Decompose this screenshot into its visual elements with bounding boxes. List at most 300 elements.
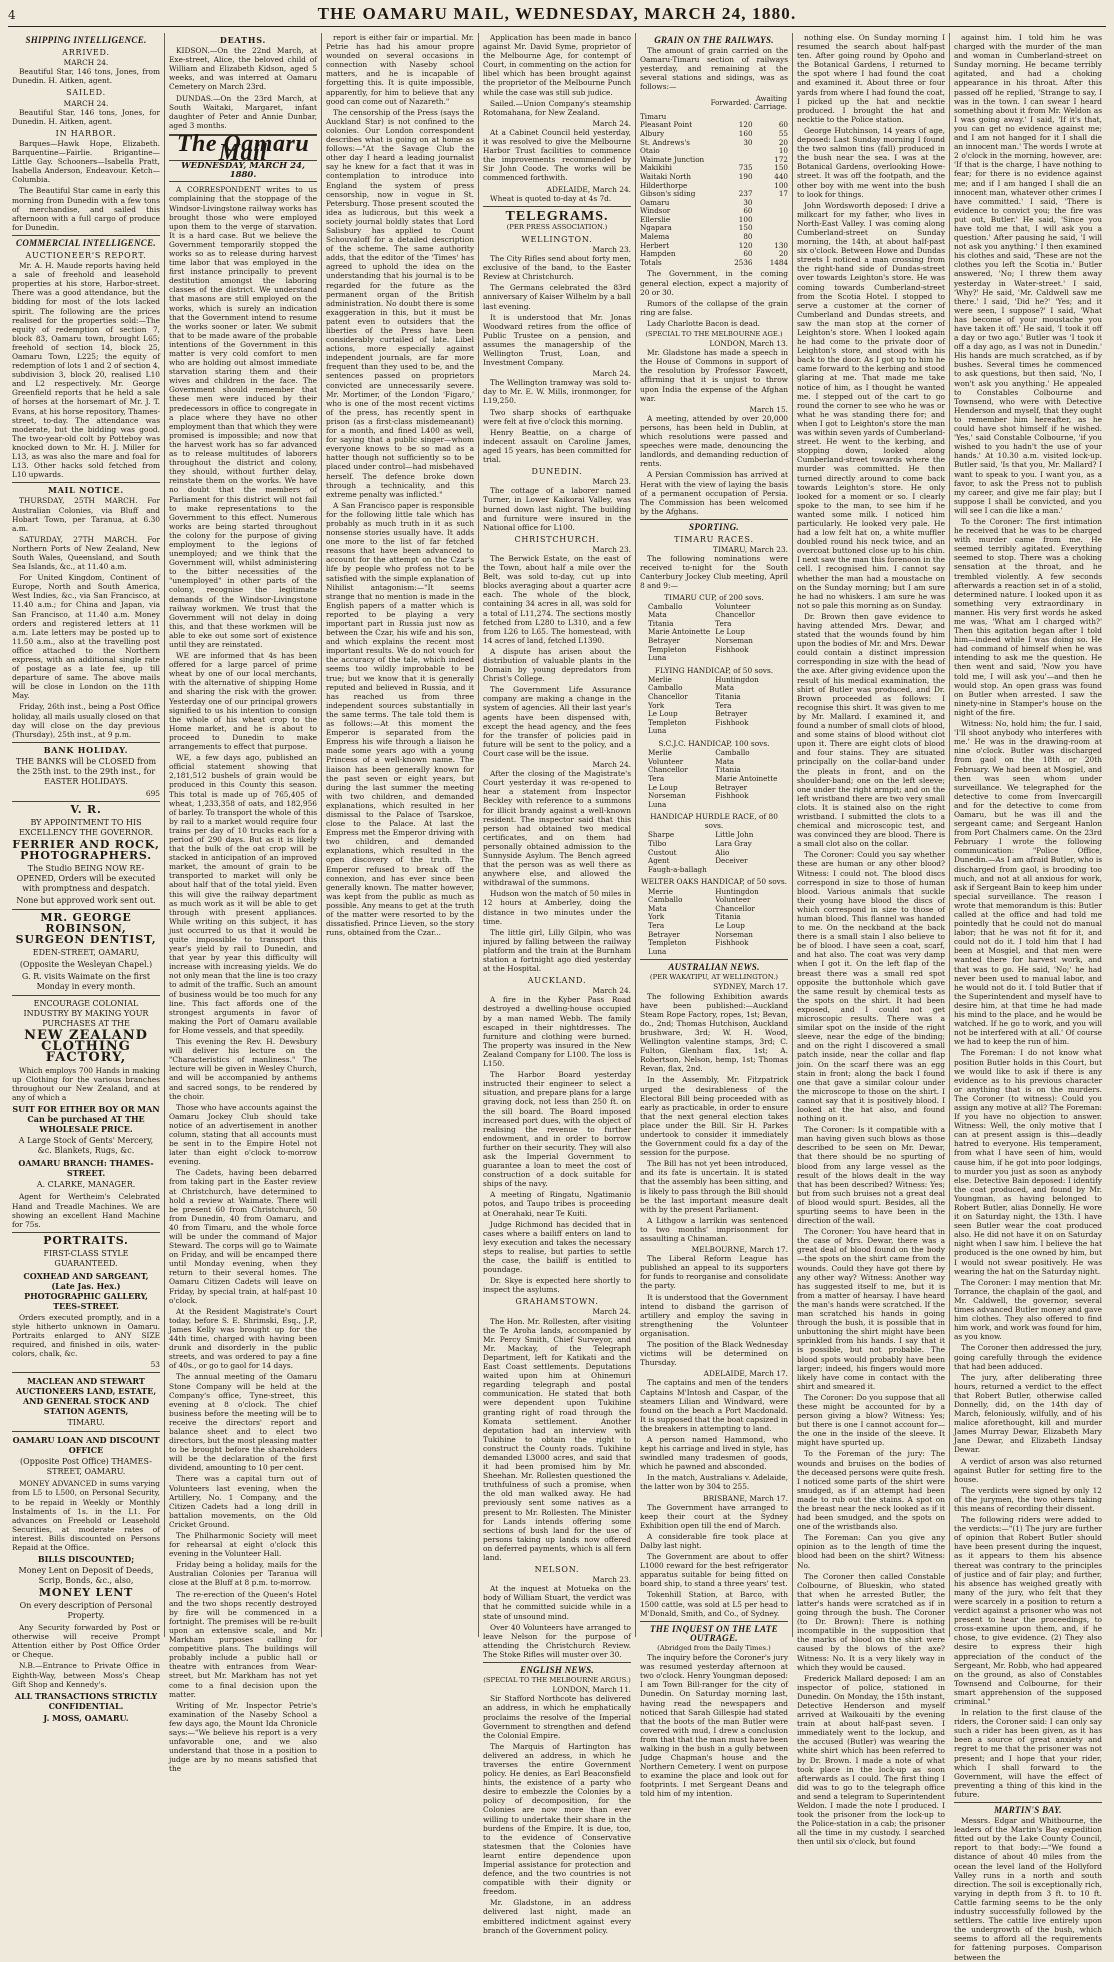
mail-text-2: SATURDAY, 27TH MARCH. For Northern Ports of New Zealand, New South Wales, Queensland, and South Sea Islands, &c., at 11.40 a.m. (12, 534, 160, 572)
horse-name: Mata (648, 903, 667, 913)
bank-heading: BANK HOLIDAY. (43, 744, 129, 755)
horse-name: Templeton (648, 644, 687, 654)
railway-station: Makikihi (640, 163, 672, 173)
arrived-date: MARCH 24. (63, 58, 109, 68)
railway-forwarded: 120 (738, 120, 753, 130)
horse-name: Mata (715, 756, 735, 766)
race-horse-list (648, 749, 788, 809)
coxhead-ad: COXHEAD AND SARGEANT, (Late Jas. Hex.) PHOTOGRAPHIC GALLERY, TEES-STREET. (23, 1270, 149, 1311)
railway-station: Otaio (640, 146, 660, 156)
horse-name: Chancellor (648, 765, 688, 775)
col7-text-1: against him. I told him he was charged with the murder of the man and woman in Cumberland-street on Sunday morning. He became terribly agitated, and had a choking appearance in his throat. After this passed off he replied, 'Strange to say, I was in the town. I can swear I heard something about it from Mr. Weldon as I was going away.' I said, 'If it's that, you can get no evidence against me; and I am not hanged for it I shall die an innocent man.' The words I wrote at 2 o'clock in the morning, however, are: 'If that is the charge, I have nothing to fear; for there is no evidence against me; and if I am hanged I shall die an innocent man, whatever other crimes I have committed.' I said, 'There is evidence to convict you; the fire was put out, Butler.' He said, 'Since you have told me that, I will ask you a question.' After pausing he said, 'I will not ask you anything.' I then examined his clothes and said, 'These are not the clothes you left the Scotia in.' Butler answered, 'No; I threw them away yesterday in Water-street.' I said, 'Why?' He said, 'Mr. Caldwell saw me there.' I said, 'Did he?' 'Yes; and it were seen, I suppose?' I said, 'What has become of your moustache you have taken it off.' He said, 'I took it off a day or two ago.' Butler was 'I took it off a day ago, as I was not in Dunedin.' His hands are much scratched, as if by bushes. Several times he commenced to ask questions, but then said, 'No, I won't ask you anything.' He appealed to Constables Colbourne and Townsend, who were with Detective Henderson and myself, that they ought to remember him hereafter, as he could have shot himself if he wished. 'Yes,' said Constable Colbourne, 'if you wished to you hadn't the use of your hands.' At 10.30 a.m. visited lock-up. Butler said, 'Is that you, Mr. Mallard? I want to speak to you. I want you, as a favor, to ask the Press not to publish my career, and give me fair play; but I suppose I shall be convicted, and you will see I can die like a man.' (954, 33, 1102, 515)
railway-forwarded: 2536 (734, 257, 753, 267)
horse-name: Volunteer (648, 756, 684, 766)
harbour-text: Barques—Hawk Hope, Elizabeth. Barquentine—Fairlie. Brigantine—Little Gay. Schooners—Isabella Pratt, Isabella Anderson, Endeavour. Ketch—Columbia. (12, 138, 160, 185)
robinson-ad-title: MR. GEORGE ROBINSON, SURGEON DENTIST, (15, 911, 157, 947)
coxhead-number: 53 (150, 1360, 160, 1370)
english-3: Mr. Gladstone, in an address delivered last night, made an embittered indictment against every branch of the Government policy. (483, 1898, 631, 1935)
bris-text-1: The Government have arranged to keep their court at the Sydney Exhibition open till the end of March. (640, 1502, 788, 1530)
horse-name: Alio (715, 847, 730, 857)
railway-awaiting: 1484 (769, 257, 788, 267)
railway-station: Windsor (640, 206, 671, 216)
railway-station: Herbert (640, 240, 670, 250)
leader-7: At the Resident Magistrate's Court today, before S. E. Shrimski, Esq., J.P., James Kelly was brought up for the 44th time, charged with having been drunk and disorderly in the public streets, and was ordered to pay a fine of 40s., or go to gaol for 14 days. (169, 1306, 317, 1371)
inquest-cont-3: John Wordsworth deposed: I drive a milkcart for my father, who lives in North-East Valley. I was coming along Cumberland-street on Sunday morning, the 14th, at about half-past six o'clock. Between Howe and Dundas streets I noticed a man crossing from the right-hand side of Dundas-street over towards Leighton's store. He was coming towards Cumberland-street from the Scotia Hotel. I stopped to serve a customer at the corner of Cumberland and Dundas streets, and saw the man stop at the corner of Leighton's store. When I looked again he had come to the private door of Leighton's store, and stood with his back to the door. As I got up to him he came forward to the kerbing and stood glaring at me. That made me take notice of him, as I thought he wanted me. I stepped out of the cart to go round the corner to see who he was or what he was standing there for; and when I got to Leighton's store the man was within seven yards of Cumberland-street. He went to the kerbing, and stopping down, looked along Cumberland-street towards where the murder was committed. He then turned directly around to come back towards Leighton's store. He only looked for a moment or so. I clearly spoke to the man, to see him if he wanted some milk. I noticed him particularly. He looked very pale. He had a low felt hat on, a white muffler doubled round his neck twice, and an overcoat buttoned close up to his chin. I next saw the man this forenoon in the cell. I recognised him. I cannot say whether the man had a moustache on on the Sunday morning; but I am sure he had no whiskers. I am sure he was not so pale this morning as on Sunday. (797, 200, 945, 610)
railway-awaiting (753, 207, 788, 216)
horse-name: Luna (648, 946, 667, 956)
horse-name: Volunteer (715, 895, 751, 905)
loan-office-text: MONEY ADVANCED in sums varying from L5 to L500, on Personal Security, to be repaid in Weekly or Monthly Instalments of 1s. in the L1. For advances on Freehold or Leasehold Securities, at moderate rates of interest. Bills discounted on Persons Repaid at the Office. (12, 1479, 160, 1552)
bills-text: Money Lent on Deposit of Deeds, Scrip, Bonds, &c., also, (18, 1566, 154, 1586)
horse-name: Titania (648, 618, 674, 628)
grahamstown-date: March 24. (592, 1307, 631, 1317)
brisbane-date: BRISBANE, March 17. (703, 1493, 788, 1503)
mail-text-3: For United Kingdom, Continent of Europe, North and South America, West Indies, &c., via San Francisco, at 11.40 a.m.; for China and Japan, via San Francisco, at 11.40 a.m. Money orders and registered letters at 11 a.m. Late letters may be posted up to 11.50 a.m., also at the travelling post office attached to the Northern express, with an additional single rate of postage as a late fee, up till departure of same. The above mails will be close in London on the 11th May. (12, 573, 160, 701)
adel-text-2: A person named Hammond, who kept his carriage and lived in style, has swindled many tradesmen of goods, which he pawned and absconded. (640, 1434, 788, 1472)
railway-forwarded: 30 (743, 197, 753, 207)
aus-text-1: The following Exhibition awards have been published:—Auckland Steam Rope Factory, ropes, 1st; Bevan, do., 2nd; Thomas Hutchison, Auckland brushware, 3rd; W. H. Wood, Wellington valentine stamps, 3rd; C. Fulton, Glenham flax, 1st; A. Robertson, Nelson, hemp, 1st; Thomas Revan, flax, 2nd. (640, 991, 788, 1074)
bris-text-3: The Government are about to offer L1000 reward for the best refrigerator apparatus suitable for being fitted on board ship, to stand a three years' test. (640, 1552, 788, 1589)
railway-forwarded: 150 (738, 223, 753, 233)
suit-ad-2: A Large Stock of Gents' Mercery, &c. Blankets, Rugs, &c. (18, 1136, 154, 1156)
english-news-sub: (SPECIAL TO THE MELBOURNE ARGUS.) (483, 1676, 631, 1685)
aus-text-2: In the Assembly, Mr. Fitzpatrick urged the desirableness of the Electoral Bill being proceeded with as early as practicable, in order to ensure that the next general election takes place under the Bill. Sir H. Parkes undertook to consider it immediately the Government could fix a day of the session for the purpose. (640, 1075, 788, 1158)
inquest-sub: (Abridged from the Daily Times.) (657, 1643, 771, 1652)
timaru-races-text: The following nominations were received to-night for the South Canterbury Jockey Club meeting, April 8 and 9:— (640, 554, 788, 591)
nz-clothing-title: NEW ZEALAND CLOTHING FACTORY, (24, 1028, 148, 1066)
telegrams-heading: TELEGRAMS. (505, 208, 609, 224)
horse-name: Fishhook (715, 938, 749, 948)
horse-name: Lara Gray (715, 839, 752, 849)
railway-awaiting: 10 (778, 146, 788, 156)
railway-station: Timaru (640, 111, 667, 121)
mail-heading: MAIL NOTICE. (47, 485, 125, 496)
wellington-3: It is understood that Mr. Jonas Woodward retires from the office of Public Trustee on a pension, and assumes the managership of the Wellington Trust, Loan, and Investment Company. (483, 312, 631, 368)
australian-news-sub: (PER WAKATIPU, AT WELLINGTON.) (649, 973, 779, 982)
sailed-text: Beautiful Star, 146 tons, Jones, for Dunedin. H. Aitken, agent. (12, 107, 160, 126)
col7-text-4: The Foreman: I do not know what position Butler holds in this Court, but we would like to ask if there is any evidence as to his previous character or anything that is on the murders. The Coroner (to witness): Could you assign any motive at all? The Foreman: If you have no objection to answer. Witness: Well, the only motive that I can at present assign is this—deadly hatred to everyone. His temperament, from what I have seen of him, would cause him, if he got into poor lodgings, to murder you just as soon as anybody else. Detective Bain deposed: I identify the coat produced, and found by Mr. Youngman, as having belonged to Robert Butler, alias Donnelly. He wore it on Saturday night, the 13th. I have seen Butler wear the coat produced also. He did not have it on on Saturday night when I saw him. I believe the hat produced is the one owned by him, but I would not swear positively. He was wearing the hat on the Saturday night. (954, 1048, 1102, 1276)
horse-name: Luna (648, 799, 667, 809)
horse-name: Luna (648, 726, 667, 736)
nz-clothing-text: Which employs 700 Hands in making up Clothing for the various branches throughout our New Zealand, and at any of which a (12, 1066, 160, 1103)
horse-name: Marie Antoinette (715, 773, 778, 783)
race-horse-row (648, 646, 788, 655)
race-title: HANDICAP HURDLE RACE, of 80 sovs. (650, 812, 778, 831)
railway-col-awaiting: Awaiting Carriage. (753, 94, 787, 112)
railway-station: Hampden (640, 249, 676, 259)
bills-discounted: BILLS DISCOUNTED; (37, 1554, 135, 1565)
melbourne-age-sub: (SPECIAL TO THE MELBOURNE AGE.) (645, 330, 783, 338)
item-1: Application has been made in banco against Mr. David Syme, proprietor of the Melbourne Age, for contempt of Court, in commenting on the action for libel which has been brought against the proprietor of the Melbourne Punch while the case was still sub judice. (483, 33, 631, 97)
horse-name: Norseman (648, 791, 686, 801)
star-paragraph: The Beautiful Star came in early this morning from Dunedin with a few tons of merchandise, and sailed this afternoon with a full cargo of produce for Dunedin. (12, 186, 160, 232)
railway-forwarded (710, 147, 753, 156)
col5-text-2: Rumors of the collapse of the grain ring are false. (640, 298, 788, 317)
moss-signature: J. MOSS, OAMARU. (43, 1712, 129, 1723)
arrived-text: Beautiful Star, 146 tons, Jones, from Dunedin. H. Aitken, agent. (12, 67, 160, 86)
money-lent-text-2: Any Security forwarded by Post or otherwise will receive Prompt Attention either by Post Office Order or Cheque. (12, 1623, 160, 1660)
horse-name: Templeton (648, 938, 687, 948)
railway-station: Malema (640, 232, 670, 242)
inquest-heading: THE INQUEST ON THE LATE OUTRAGE. (650, 1623, 778, 1643)
col7-text-11: In relation to the first clause of the riders, the Coroner said: I can only say such a rider has been given, as it has been a source of great anxiety and regret to me that the prisoner was not present; and I hope that your rider, which I shall forward to the Government, will have the effect of preventing a thing of this kind in the future. (954, 1708, 1102, 1799)
leader-5: Those who have accounts against the Oamaru Jockey Club should take notice of an advertisement in another column, stating that all accounts must be sent in to the Empire Hotel not later than eight o'clock to-morrow evening. (169, 1102, 317, 1167)
leader-11: Friday being a holiday, mails for the Australian Colonies per Taranua will close at the Bluff at 8 p.m. to-morrow. (169, 1560, 317, 1588)
horse-name: Norseman (715, 929, 753, 939)
ferrier-ad-title: FERRIER AND ROCK, PHOTOGRAPHERS. (12, 838, 160, 863)
paper-nameplate: The Oamaru Mail (176, 130, 310, 167)
martins-bay-text: Messrs. Edgar and Whitbourne, the leaders of the Martin's Bay expedition fitted out by the Lake County Council, report to that body:—"We found a distance of about 40 miles from the ocean the level land of the Hollyford Valley runs in a north and south direction. The soil is exceptionally rich, varying in depth from 3 ft. to 10 ft. Cattle farming seems to be the only industry successfully followed by the settlers. The cattle live entirely upon the undergrowth of the bush, which seems to afford all the requirements for fattening purposes. Comparison between the (954, 1816, 1102, 1962)
coxhead-text: Orders executed promptly, and in a style hitherto unknown in Oamaru. Portraits enlarged to ANY SIZE required, and finished in oils, water-colors, chalk, &c. (12, 1312, 160, 1359)
english-2: The Marquis of Hartington has delivered an address, in which he traverses the entire Government policy. He denies, as Earl Beaconsfield hints, the existence of a party who desire to embezzle the Colonies by a policy of decomposition, for the Colonies are now more than ever willing to undertake their share in the burdens of the Empire. It is due, too, to the evidence of Conservative statesmen that the Colonies have learnt entire dependence upon Imperial assistance for protection and defence, and the two countries is not compatible with their dignity or freedom. (483, 1741, 631, 1897)
auckland-4: Judge Richmond has decided that in cases where a bailiff enters on land to levy execution and takes the necessary steps to realise, but parties to settle the case, the bailiff is entitled to poundage. (483, 1219, 631, 1275)
shipping-heading: SHIPPING INTELLIGENCE. (25, 35, 147, 45)
railway-forwarded: 237 (738, 189, 753, 199)
leader-8: The annual meeting of the Oamaru Stone Company will be held at the Company's office, Tyne-street, this evening at 8 o'clock. The chief business before the meeting will be to receive the directors' report and balance sheet and to elect two directors, but the most pleasing matter to be brought before the shareholders will be the declaration of the first dividend, amounting to 10 per cent. (169, 1372, 317, 1473)
item-3: At a Cabinet Council held yesterday, it was resolved to give the Melbourne Harbor Trust facilities to commence the improvements recommended by Sir John Coode. The works will be commenced forthwith. (483, 127, 631, 183)
railway-table (640, 94, 788, 268)
horse-name: Titania (715, 912, 741, 922)
mel-text-1: The Liberal Reform League has published an appeal to its supporters for funds to reorganise and consolidate the party. (640, 1254, 788, 1291)
appointment: BY APPOINTMENT TO HIS EXCELLENCY THE GOVERNOR. (18, 818, 154, 838)
railway-awaiting: 20 (778, 249, 788, 259)
portraits-title: PORTRAITS. (43, 1233, 129, 1247)
horse-name: Deceiver (715, 856, 748, 866)
telegrams-sub: (PER PRESS ASSOCIATION.) (506, 222, 608, 231)
race-title: WELTER OAKS HANDICAP, of 50 sovs. (641, 877, 787, 887)
grahamstown-heading: GRAHAMSTOWN. (515, 1297, 599, 1307)
inquest-cont-5: The Coroner: Could you say whether these are human or any other blood? Witness: I could not. The blood discs correspond in size to those of human blood. Various animals that suckle their young have blood the discs of which correspond in size to those of human blood. This flannel was handed to me. On the neckband at the back there is a small stain I also believe to be of blood. I have seen a coat, scarf, and hat also. The coat was very damp when I got it. On the left flap of the breast there was a small red spot opposite the buttonhole which gave the same result by chemical tests as the spots on the shirt. It had been exposed, and I could not get microscopic results. There was a similar spot on the inside of the right sleeve, near the edge of the binding; and on the right I discovered a small patch inside, near the collar and flap join. On the scarf there was an egg stain in front; along the back I found one that gave a similar colour under the microscope to those on the shirt. I cannot say that it is positively blood. I looked at the hat also, and found nothing on it. (797, 850, 945, 1124)
column-4 (479, 33, 636, 1935)
portraits-sub: FIRST-CLASS STYLE GUARANTEED. (43, 1248, 129, 1268)
christchurch-5: Hudson won the match of 50 miles in 12 hours at Amberley, doing the distance in two minutes under the time. (483, 889, 631, 926)
railway-col-forwarded: Forwarded. (710, 98, 752, 107)
race-title: S.C.J.C. HANDICAP, 100 sovs. (658, 739, 770, 749)
australian-news-heading: AUSTRALIAN NEWS. (668, 962, 760, 973)
money-lent-text: On every description of Personal Property. (19, 1601, 153, 1621)
deaths-heading: DEATHS. (219, 35, 267, 45)
nelson-heading: NELSON. (534, 1565, 580, 1575)
item-2: Sailed.—Union Company's steamship Rotomahana, for New Zealand. (483, 98, 631, 117)
wellington-4: The Wellington tramway was sold to-day to Mr. E. W. Mills, ironmonger, for L19,250. (483, 378, 631, 406)
horse-name: York (648, 912, 665, 922)
christchurch-date-2: March 24. (592, 760, 631, 770)
auckland-3: A meeting of Ringatu, Ngatimanio potos, and Taupo tribes is proceeding at Onerahaki, near Te Kuiti. (483, 1190, 631, 1218)
deaths-text-2: DUNDAS.—On the 23rd March, at South Waitaki, Margaret, infant daughter of Peter and Annie Dunbar, aged 3 months. (169, 93, 317, 130)
auckland-date: March 24. (592, 986, 631, 996)
horse-name: York (648, 700, 665, 710)
race-horse-row (648, 801, 788, 810)
leader-4: This evening the Rev. H. Dewsbury will deliver his lecture on the "Characteristics of manliness." The lecture will be given in Wesley Church, and will be accompanied by anthems and sacred songs, to be rendered by the choir. (169, 1037, 317, 1101)
horse-name: Fishhook (715, 644, 749, 654)
column-6 (793, 33, 950, 1847)
race-horse-row (648, 948, 788, 957)
item-4: Wheat is quoted to-day at 4s 7d. (490, 193, 612, 203)
christchurch-3: The Government Life Assurance company are making a change in the system of agencies. All their last year's agents have been dispensed with, except the head agency, and the fees for the transfer of policies paid in future will be sent to the policy, and a Court case will be the issue. (483, 685, 631, 758)
grahamstown-1: The Hon. Mr. Rollesten, after visiting the Te Aroha lands, accompanied by Mr. Percy Smith, Chief Surveyor, and Mr. Mackay, of the Telegraph Department, left for Katikati and the East Coast settlements. Deputations waited upon him at Ohinemuri regarding telegraph and postal communication. He stated that both were dependent upon Tukihine granting right of road through the Komata settlement. Another deputation had an interview with Tukihine to obtain the right to construct the County roads. Tukihine demanded L3000 acres, and said that it had been promised him by Mr. Sheehan. Mr. Rollesten questioned the truthfulness of such a promise, when the old man walked away. He had previously sent some natives as a present to Mr. Rollesten. The Minister for Lands intends offering some sections of bush land for the use of persons taking up lands now offered on deferred payments, which is all fern land. (483, 1316, 631, 1562)
mail-text-4: Friday, 26th inst., being a Post Office holiday, all mails usually closed on that day will close on the day previous (Thursday), 25th inst., at 9 p.m. (12, 702, 160, 739)
railway-forwarded: 160 (738, 128, 753, 138)
col5-text-3: Lady Charlotte Bacon is dead. (647, 318, 761, 328)
race-horse-row (648, 727, 788, 736)
christchurch-1: The Berwick Estate, on the east of the Town, about half a mile over the Belt, was sold to-day, cut up into blocks averaging about a quarter acre each. The whole of the block, containing 34 acres in all, was sold for a total of L11,274. The sections mostly fetched from L280 to L310, and a few from L26 to L65. The homestead, with 14 acres of land, fetched L1390. (483, 553, 631, 645)
inquest-cont-8: The Coroner: Do you suppose that all these might be accounted for by a person giving a blow? Witness: Yes; but there is one I cannot account for—the one in the inside of the sleeve. It might have spurted up. (797, 1392, 945, 1448)
inquest-cont-2: George Hutchinson, 14 years of age, deposed: Last Sunday morning I found the two salmon tins (fall) produced in the bush near the sea. I was at the Botanical Gardens, overlooking Howe-street. It was off the footpath, and the other boy with me went into the bush to look for things. (797, 125, 945, 199)
race-horse-list (648, 676, 788, 736)
horse-name: Tera (715, 700, 732, 710)
horse-name: Huntingdon (715, 674, 759, 684)
inquest-cont-12: Frederick Mallard deposed: I am an inspector of police, stationed in Dunedin. On Monday, the 15th instant, Detective Henderson and myself arrived at Waikouaiti by the evening train at about half-past seven. I immediately went to the lockup, and the accused (Butler) was wearing the white shirt which has been referred to by Dr. Brown. I made a note of what took place in the lock-up as soon afterwards as I could. The first thing I did was to go to the telegraph office and send a telegram to Superintendent Weldon. I made the note I produced. I took the prisoner from the lock-up to the Police-station in a cab; the prisoner all the time in my custody. I searched then until six o'clock, but found (797, 1673, 945, 1847)
london-date: LONDON, March 13. (709, 339, 788, 349)
horse-name: Camballo (648, 895, 683, 905)
nelson-1: At the inquest at Motueka on the body of William Stuart, the verdict was that he committed suicide while in a state of unsound mind. (483, 1584, 631, 1621)
railway-row (640, 259, 788, 268)
robinson-visits: G. R. visits Waimate on the first Monday in every month. (21, 972, 151, 992)
sailed-heading: SAILED. (66, 88, 106, 98)
leader-3: WE, a few days ago, published an official statement showing that 2,181,512 bushels of grain would be produced in this County this season. This total is made up of 765,405 of wheat, 1,233,358 of oats, and 182,956 of barley. To transport the whole of this by rail to a market would require four trains per day of 10 trucks each for a period of 290 days. But as it is likely that the bulk of the oat crop will be stacked in anticipation of an improved market, the amount of grain to be transported to market will only be about half that of the total yield. Even this will give the railway department as much work as it will be able to get through with present appliances. While writing on this subject, it has just occurred to us that it would be quite impossible to transport this year's yield by rail to Dunedin, and that year by year this difficulty will increase with increasing yields. We do not only mean that the line is too crazy to admit of the traffic. Such an amount of business would be too much for any line. This fact affords one of the strongest arguments in favor of making the Port of Oamaru available for Home vessels, and that speedily. (169, 753, 317, 1035)
wellington-2: The Germans celebrated the 83rd anniversary of Kaiser Wilhelm by a ball last evening. (483, 283, 631, 311)
railway-awaiting: 17 (778, 189, 788, 199)
auckland-2: The Harbor Board yesterday instructed their engineer to select a situation, and prepare plans for a large graving dock, not less than 250 ft. on the sill board. The Board imposed increased port dues, with the object of realising the revenue to further endowment, and in order to borrow further on their security. They will also ask the Imperial Government to guarantee a loan to meet the cost of construction of a dock suitable for ships of the navy. (483, 1070, 631, 1189)
railway-awaiting: 55 (778, 128, 788, 138)
english-news-heading: ENGLISH NEWS. (520, 1665, 594, 1676)
robinson-opposite: (Opposite the Wesleyan Chapel.) (19, 960, 153, 970)
inquest-cont-1: nothing else. On Sunday morning I resumed the search about half-past ten. After going round by Opoho and the Botanical Gardens, I returned to the spot where I had found the coat and examined it. About three or four yards from where I had found the coat, I picked up the hat and necktie produced. I brought the hat and necktie to the Police station. (797, 33, 945, 124)
horse-name: Custout (648, 847, 677, 857)
railway-awaiting (753, 216, 788, 225)
inquest-cont-6: The Coroner: Is it compatible with a man having given such blows as those described to be seen on Mr. Dewar, that there should be no spurting of blood from any large vessel as the result of the blows dealt in the way that has been described? Witness: Yes; but from such bruises not a great deal of blood would spurt. Besides, all the spurting seems to have been in the direction of the wall. (797, 1125, 945, 1226)
adel-text-1: The captains and men of the tenders Captains M'Intosh and Caspar, of the steamers Lilian and Windward, were found on the beach a Port Macdonald. It is supposed that the boat capsized in the breakers in attempting to land. (640, 1378, 788, 1433)
adel-text-3: In the match, Australians v. Adelaide, the latter won by 304 to 255. (640, 1473, 788, 1492)
railway-station: Ellerslie (640, 214, 671, 224)
christchurch-2: A dispute has arisen about the distribution of valuable plants in the Domain by young depredators from Christ's College. (483, 646, 631, 684)
railway-row (640, 250, 788, 259)
page-title: THE OAMARU MAIL, WEDNESDAY, MARCH 24, 1880. (317, 4, 797, 23)
leader-1: A CORRESPONDENT writes to us complaining that the stoppage of the Windsor-Livingstone railway works has brought those who were employed upon them to the verge of starvation. It is a hard case. But we believe the Government temporarily stopped the works so as to release during harvest time labor that was employed in the first instance principally to prevent destitution amongst the laboring classes of the district. We understand that masons are still employed on the works, which is surely an indication that the Government intend to resume the works sooner or later. We submit that to be made aware of the probable intentions of the Government in this matter is very cold comfort to men who are holding out almost immediate starvation staring them and their wives and children in the face. The Government should remember that these men were induced by their predecessors in office to congregate in a place where they have no other employment than that which they were promised is impossible; and now that the harvest work has so far advanced as to release multitudes of laborers throughout the district and colony, they should, without further delay, reinstate them on the works. We have no doubt that the members of Parliament for this district will not fail to make representations to the Government to this effect. Numerous works are being started throughout the colony for the purpose of giving employment to the legions of unemployed; and we think that the Government will, whilst administering to the bitter necessities of the "unemployed" in other parts of the colony, recognise the legitimate demands of the Windsor-Livingstone railway workmen. We trust that the Government will not delay in doing this, and that these workmen will be able to eke out some sort of existence until they are reinstated. (169, 185, 317, 649)
col7-text-7: The jury, after deliberating three hours, returned a verdict to the effect that Robert Butler, otherwise called Donnelly, did, on the 14th day of March, feloniously, wilfully, and of his malice aforethought, kill and murder James Murray Dewar, Elizabeth Mary Jane Dewar, and Elizabeth Lindsay Dewar. (954, 1372, 1102, 1455)
dunedin-date: March 23. (592, 477, 631, 487)
horse-name: Camballo (648, 683, 683, 693)
horse-name: Luna (648, 653, 667, 663)
horse-name: Sharpe (648, 830, 675, 840)
race-title: TIMARU CUP, of 200 sovs. (664, 592, 764, 602)
oamaru-branch: OAMARU BRANCH: THAMES-STREET. (18, 1158, 154, 1179)
railway-row (640, 139, 788, 148)
inquest-cont-7: The Coroner: You have heard that in the case of Mrs. Dewar, there was a great deal of blood found on the body—the spots on the shirt came from the wounds. Could they have got there by any other way? Witness: Another way has suggested itself to me, but it is from a matter of hearsay. I have heard the man's hands were scratched. If the man scratched his hands in going through the bush, it is possible that in unbuttoning the shirt might have been sprinkled from his hands. I say that it is possible, but not probable. The blood spots would probably have been larger; indeed, his fingers would more likely have come in contact with the shirt and smeared it. (797, 1227, 945, 1391)
vr-mark: V. R. (70, 803, 102, 817)
railway-intro: The amount of grain carried on the Oamaru-Timaru section of railways yesterday, and remaining at the several stations and sidings, was as follows:— (640, 46, 788, 92)
arrived-heading: ARRIVED. (62, 48, 110, 58)
railway-forwarded: 190 (738, 171, 753, 181)
column-1 (8, 33, 165, 1723)
wellington-5: Two sharp shocks of earthquake were felt at five o'clock this morning. (483, 407, 631, 426)
maclean-ad: MACLEAN AND STEWART AUCTIONEERS LAND, ESTATE, AND GENERAL STOCK AND STATION AGENTS, (15, 1376, 157, 1417)
horse-name: Templeton (648, 717, 687, 727)
horse-name: Little John (715, 830, 754, 840)
mel-text-2: It is understood that the Government intend to disband the garrison of artillery and employ the saving in strengthening the Volunteer organisation. (640, 1292, 788, 1338)
inquest-cont-10: The Foreman: Can you give any opinion as to the length of time the blood had been on the shirt? Witness: No. (797, 1533, 945, 1570)
horse-name: Betrayer (715, 709, 748, 719)
horse-name: Tera (715, 618, 732, 628)
col5-text-6: A Persian Commission has arrived at Herat with the view of laying the basis of a permanent occupation of Persia. The Commission has been welcomed by the Afghans. (640, 470, 788, 516)
christchurch-heading: CHRISTCHURCH. (514, 534, 600, 544)
railway-forwarded: 80 (743, 232, 753, 242)
timaru-races-date: TIMARU, March 23. (712, 545, 788, 555)
horse-name: Volunteer (715, 601, 751, 611)
horse-name: Chancellor (648, 692, 688, 702)
horse-name: Merrie (648, 886, 674, 896)
railway-awaiting (753, 199, 788, 208)
ferrier-ad-text-2: None but approved work sent out. (16, 896, 156, 906)
railway-station: Ngapara (640, 223, 672, 233)
leader-12: The re-erection of the Queen's Hotel and the two shops recently destroyed by fire will be commenced in a fortnight. The premises will be re-built upon an extensive scale, and Mr. Markham purposes calling for competitive plans. The buildings will probably include a public hall or theatre with entrances from Wear-street, but Mr. Markham has not yet come to a final decision upon the matter. (169, 1589, 317, 1699)
auction-text: Mr. A. H. Maude reports having held a sale of freehold and leasehold properties at his store, Harbor-street. There was a good attendance, but the bidding for most of the lots lacked spirit. The following are the prices realised for the properties sold:—The equity of redemption of section 7, block 83, Oamaru town, brought L65; freehold of section 14, block 25, Oamaru Town, L225; the equity of redemption of lots 1 and 2 of section 4, subdivision 3, block 20, realised L10 and L2 respectively. Mr. George Greenfield reports that he held a sale of horses at the horsemart of Mr. J. T. Evans, at his horse repository, Thames-street, to-day. The attendance was moderate, but the bidding was good. The two-year-old colt by Potteboy was knocked down to Mr. H. J. Miller for L13, as was also the mare and foal for L13. Other hacks sold fetched from L10 upwards. (12, 261, 160, 480)
horse-name: Betrayer (648, 929, 680, 939)
article-text-2: The censorship of the Press (says the Auckland Star) is not confined to the colonies. Our London correspondent describes what is going on at home as follows:—"At the Savage Club the other day I heard a leading journalist say he knew for a fact that it was in contemplation to introduce into England the system of press censorship, now in vogue in St. Petersburg. Those present scouted the idea as ludicrous, but this week a society journal boldly states that Lord Salisbury has applied to Count Schouvaloff for a detailed description of the scheme. The same authority adds, that the editor of the 'Times' has agreed to uphold the idea on the understanding that his journal is to be regarded for the future as the permanent organ of the British administration. No doubt there is some exaggeration in this, but it must be patent even to outsiders that the liberties of the Press have been considerably curtailed of late. Libel actions, more especially against independent journals, are far more frequent than they used to be, and the sentences passed on proprietors convicted are unnecessarily severe. Mr. Mortimer, of the London 'Figaro,' who is one of the most recent victims of the press, has recently spent in prison (as a first-class misdemeanant) for a month, and fined L400 as well, for saying that a public singer—whom everyone knows to be so mad as a hatter though not sufficiently so to be placed under control—had misbehaved herself. The defence broke down through a technicality, and this extreme penalty was inflicted." (326, 107, 474, 499)
harbour-heading: IN HARBOR. (55, 128, 117, 138)
horse-name: Mata (715, 683, 735, 693)
christchurch-date: March 23. (592, 544, 631, 554)
article-text-3: A San Francisco paper is responsible for the following little tale which has probably as much truth in it as such nonsense stories usually have. It adds one more to the list of far fetched reasons that have been advanced to account for the attempt on the Czar's life by people who profess not to be satisfied with the simple explanation of Nihilist antagonism:—"It seems strange that no mention is made in the English papers of a matter which is reported to be playing a very important part in Russia just now as between the Czar, his wife and his son, and which explains the recent most important results. We do not vouch for the accuracy of the tale, which indeed seems too wildly improbable to be true; but we know that it is generally reputed and believed in Russia, and it has reached us from three independent sources substantially in the same terms. The tale told them is as follows:—At this moment the Emperor is separated from the Empress his wife through a liaison he made some years ago with a young Princess of a well-known name. The liaison has been generally known for the past seven or eight years, but during the last summer the meeting with two children, and demanded explanations, which resulted in her dismissal to the Palace of Tsarskoe, close to the Palace. At last the Empress met the Emperor driving with two children, and demanded explanations, which resulted in the open discovery of the truth. The Emperor refused to break off the connexion, and has ever since been generally known. The matter however, was kept from the public as much as possible. Any means to get at the truth of the matter were resorted to by the dissatisfied. Prince Lieven, so the story runs, obtained from the Czar... (326, 500, 474, 938)
race-horse-row (648, 939, 788, 948)
auckland-heading: AUCKLAND. (527, 976, 587, 986)
wellington-6: Henry Beattie, on a charge of indecent assault on Caroline James, aged 15 years, has been committed for trial. (483, 427, 631, 465)
railway-forwarded: 735 (738, 163, 753, 173)
race-horse-row (648, 866, 788, 875)
horse-name: Fishhook (715, 717, 749, 727)
bris-text-4: Tokenhill Station, at Barco, with 1500 cattle, was sold at L5 per head to M'Donald, Smith, and Co., of Sydney. (640, 1590, 788, 1618)
horse-name: Le Loup (648, 709, 678, 719)
money-lent-title: MONEY LENT (38, 1586, 134, 1600)
col7-text-10: The following riders were added to the verdicts:—"(1) The jury are further of opinion that Robert Butler should have been present during the inquest, as it appears to them his absence thereat was contrary to the principles of justice and of fair play; and further, his absence has weighed greatly with many of the jury, who felt that they were scarcely in a position to return a verdict against a prisoner who was not present to hear the proceedings, to cross-examine upon them, and, if he chose, to give evidence. (2) They also desire to express their high appreciation of the conduct of the Sergeant, Mr. Robb, who had appeared on the ground, as also of Constables Townsend and Colbourne, for their smart apprehension of the supposed criminal." (954, 1515, 1102, 1706)
adelaide-date-2: ADELAIDE, March 17. (703, 1369, 788, 1379)
race-horse-row (648, 719, 788, 728)
railway-awaiting: 100 (774, 180, 788, 190)
railway-awaiting: 130 (774, 240, 788, 250)
inquest-cont-9: To the Foreman of the jury: The wounds and bruises on the bodies of the deceased persons were quite fresh. I noticed some parts of the shirt were smudged, as if an attempt had been made to rub out the stains. A spot on the breast near the neck looked as if it had been smudged, and the spots on one of the wristbands also. (797, 1449, 945, 1532)
railway-station: Gibson's siding (640, 189, 696, 199)
loan-office-title: OAMARU LOAN AND DISCOUNT OFFICE (12, 1435, 160, 1456)
horse-name: Betrayer (715, 782, 748, 792)
railway-station: Waimate Junction (640, 154, 705, 164)
nelson-2: Over 40 Volunteers have arranged to leave Nelson for the purpose of attending the Christchurch Review. The Stoke Rifles will muster over 30. (483, 1622, 631, 1659)
race-nominations (640, 593, 788, 957)
horse-name: Merlie (648, 674, 672, 684)
col7-text-8: A verdict of arson was also returned against Butler for setting fire to the house. (954, 1456, 1102, 1484)
columns (8, 33, 1106, 1962)
wellington-heading: WELLINGTON. (521, 234, 593, 244)
sailed-date: MARCH 24. (63, 98, 109, 108)
auction-heading: AUCTIONEER'S REPORT. (25, 250, 147, 260)
horse-name: Titania (715, 765, 741, 775)
money-lent-text-3: N.B.—Entrance to Private Office in Eighth-Way, between Moss's Cheap Gift Shop and Kennedy's. (12, 1661, 160, 1689)
railway-awaiting: 20 (778, 137, 788, 147)
col7-text-5: The Coroner: I may mention that Mr. Torrance, the chaplain of the gaol, and Mr. Caldwell, the governor, several times advanced Butler money and gave him clothes. They also offered to find him work, and work was found for him, as you know. (954, 1277, 1102, 1342)
railway-forwarded: 60 (743, 249, 753, 259)
railway-forwarded: 100 (738, 214, 753, 224)
sydney-date: SYDNEY, March 17. (713, 982, 788, 992)
railway-station: Albury (640, 128, 665, 138)
horse-name: Tera (648, 920, 665, 930)
martins-bay-heading: MARTIN'S BAY. (994, 1805, 1062, 1815)
deaths-text: KIDSON.—On the 22nd March, at Exe-street, Alice, the beloved child of William and Elizabeth Kidson, aged 5 weeks, and was interred at Oamaru Cemetery on March 23rd. (169, 46, 317, 92)
wellington-date: March 23. (592, 244, 631, 254)
aus-text-3: The Bill has not yet been introduced, and its fate is uncertain. It is stated that the assembly has been sitting, and is likely to pass through the Bill should be the last important measure dealt with by the present Parliament. (640, 1159, 788, 1214)
christchurch-6: The little girl, Lilly Gilpin, who was injured by falling between the railway platform and the train at the Burnham station a fortnight ago died yesterday at the Hospital. (483, 927, 631, 974)
race-horse-row (648, 792, 788, 801)
railway-awaiting (753, 224, 788, 233)
branch-text: Agent for Wertheim's Celebrated Hand and Treadle Machines. We are showing an excellent Hand Machine for 75s. (12, 1192, 160, 1229)
nelson-date: March 23. (592, 1575, 631, 1585)
maclean-timaru: TIMARU. (67, 1418, 105, 1428)
railway-forwarded: 60 (743, 206, 753, 216)
horse-name: Chancellor (715, 610, 755, 620)
article-text-1: report is either fair or impartial. Mr. Petrie has had his amour propre wounded on several occasions in connection with Naseby school matters, and he is incapable of forgetting this. It is quite impossible, apparently, for him to believe that any good can come out of Nazareth." (326, 33, 474, 106)
col7-text-9: The verdicts were signed by only 12 of the jurymen, the two others taking this means of recording their dissent. (954, 1485, 1102, 1513)
paper-dateline: WEDNESDAY, MARCH 24, 1880. (169, 160, 317, 182)
suit-ad: SUIT FOR EITHER BOY OR MAN Can be purchased AT THE WHOLESALE PRICE. (12, 1104, 160, 1135)
horse-name (715, 727, 788, 736)
col5-text-1: The Government, in the coming general election, expect a majority of 20 or 30. (640, 269, 788, 297)
horse-name: Tilbo (648, 839, 667, 849)
railway-station: Hilderthorpe (640, 180, 688, 190)
horse-name: Merlie (648, 748, 672, 758)
railway-station: St. Andrews's (640, 137, 690, 147)
melbourne-date: MELBOURNE, March 17. (691, 1245, 788, 1255)
mail-text-1: THURSDAY, 25TH MARCH. For Australian Colonies, via Bluff and Hobart Town, per Taranua, at 6.30 a.m. (12, 496, 160, 533)
column-3 (322, 33, 479, 1637)
railway-awaiting: 150 (774, 163, 788, 173)
race-horse-list (648, 831, 788, 874)
auckland-1: A fire in the Kyber Pass Road destroyed a dwelling-house occupied by a man named Webb. The family escaped in their nightdresses. The furniture and clothing were burned. The property was insured in the New Zealand Company for L100. The loss is L150. (483, 995, 631, 1069)
horse-name: Huntingdon (715, 886, 759, 896)
ferrier-ad-text: The Studio BEING NOW RE-OPENED, Orders will be executed with promptness and despatch. (16, 864, 156, 894)
adelaide-date: ADELAIDE, March 24. (546, 184, 631, 194)
leader-13: Writing of Mr. Inspector Petrie's examination of the Naseby School a few days ago, the Mount Ida Chronicle says:—"We believe his report is a very unfavorable one, and we also understand that those in a position to judge are by no means satisfied that the (169, 1700, 317, 1774)
wellington-date-2: March 24. (592, 369, 631, 379)
money-lent-confidential: ALL TRANSACTIONS STRICTLY CONFIDENTIAL. (14, 1690, 158, 1711)
bank-number: 695 (145, 788, 160, 798)
masthead (8, 4, 1106, 27)
leader-9: There was a capital turn out of Volunteers last evening, when the Artillery, No. 1 Company, and the Citizen Cadets had a long drill in battalion movements, on the Old Cricket Ground. (169, 1474, 317, 1529)
horse-name: Marie Antoinette (648, 627, 711, 637)
col7-text-2: To the Coroner: The first intimation he received that he was to be charged with murder came from me. He seemed terribly agitated. Everything seemed to stop. There was a choking sensation at the throat, and he trembled violently. A few seconds afterwards a reaction set in of a stolid, determined nature. I looked upon it as something very extraordinary in manner. His very first words he asked me was, 'What am I charged with?' Then this agitation began after I told him—indeed while I was doing so. He had command of himself when he was intending to ask me the question. He then went and said, 'Now you have told me, I will ask you'—and then he would stop. An open grass was found on Butler when arrested. I saw the ninety-nine in Stamper's house on the night of the fire. (954, 516, 1102, 717)
inquest-text: The inquiry before the Coroner's jury was resumed yesterday afternoon at two o'clock. Henry Youngman deposed: I am Town Bill-ranger for the city of Dunedin. On Saturday morning last, having read the newspapers and noticed that Sarah Gillespie had stated that the boots of the man Butler were covered with mud, I drew a conclusion from that that the man must have been walking in the bush in a gully between Judge Chapman's house and the Northern Cemetery. I went on purpose to examine the place and look out for footprints. I met Sergeant Deans and told him of my intention. (640, 1653, 788, 1799)
bank-notice: THE BANKS will be CLOSED from the 25th inst. to the 29th inst., for EASTER HOLIDAYS. (15, 756, 157, 786)
col7-text-3: Witness: No, hold him; the fur. I said, 'I'll shoot anybody who interferes with me.' He was in the drawing-room at nine o'clock. Butler was discharged from gaol on the 18th or 20th February. We had been at Mosgiel, and then was seen whom under surveillance. We telegraphed for the detective to come from Invercargill and for the detective to come from Oamaru, but he was ill and the sergeant came; and Sergeant Hanlon from Port Chalmers came. On the 23rd February I wrote the following communication: "Police Office, Dunedin.—As I am afraid Butler, who is discharged from gaol, is brooding too much, and not at all anxious for work, ask if Sergeant Bain to keep him under special surveillance. The reason I wrote that memorandum is this: Butler called at the office and had told me pointedly that he could not do manual labor; that he was not fit for it, and could not do it. I told him that I had been at Mosgiel, and that men were wanted there for harvest work, and that was to go. He said, 'No;' he had never been used to manual labor, and he would not do it. I told Butler that if the Superintendent and myself have to desire him, at that time he had made his mind to the place, and he would be watched. If he go to work, and you will not be interfered with at all.' Of course we had to keep the run of him. (954, 719, 1102, 1047)
railway-station: Oamaru (640, 197, 670, 207)
col5-text-4: Mr. Gladstone has made a speech in the House of Commons in support of the resolution by Professor Fawcett, affirming that it is unjust to throw upon India the expense of the Afghan war. (640, 348, 788, 403)
railway-station: Pleasant Point (640, 120, 693, 130)
leader-10: The Philharmonic Society will meet for rehearsal at eight o'clock this evening in the Volunteer Hall. (169, 1531, 317, 1559)
leader-6: The Cadets, having been debarred from taking part in the Easter review at Christchurch, have determined to hold a review at Waimate. There will be present 60 from Christchurch, 50 from Dunedin, 40 from Oamaru, and 40 from Timaru, and the whole force will be under the command of Major Steward. The corps will go to Waimate on Friday, and will be encamped there until Monday evening, when they return to their several homes. The Oamaru Citizen Cadets will leave on Friday, by special train, at half-past 10 o'clock. (169, 1168, 317, 1305)
english-news-date: LONDON, March 11. (552, 1685, 631, 1695)
railway-forwarded: 120 (738, 240, 753, 250)
horse-name (715, 866, 788, 875)
race-horse-list (648, 888, 788, 957)
railway-awaiting: 60 (778, 120, 788, 130)
mel-text-3: The position of the Black Wednesday victims will be determined on Thursday. (640, 1340, 788, 1368)
horse-name: Titania (715, 692, 741, 702)
item-date: March 24. (592, 118, 631, 128)
horse-name (715, 948, 788, 957)
horse-name (715, 801, 788, 810)
railway-forwarded: 30 (743, 137, 753, 147)
horse-name (715, 654, 788, 663)
column-5 (636, 33, 793, 1799)
sporting-heading: SPORTING. (689, 521, 739, 532)
inquest-cont-11: The Coroner then called Constable Colbourne, of Blueskin, who stated that when he arrested Butler, the latter's hands were scratched as if in going through the bush. The Coroner (to Dr. Brown): There is nothing incompatible in the supposition that the marks of blood on the shirt were caused by the blows of the axe? Witness: No. It is a very likely way in which they would be caused. (797, 1571, 945, 1672)
